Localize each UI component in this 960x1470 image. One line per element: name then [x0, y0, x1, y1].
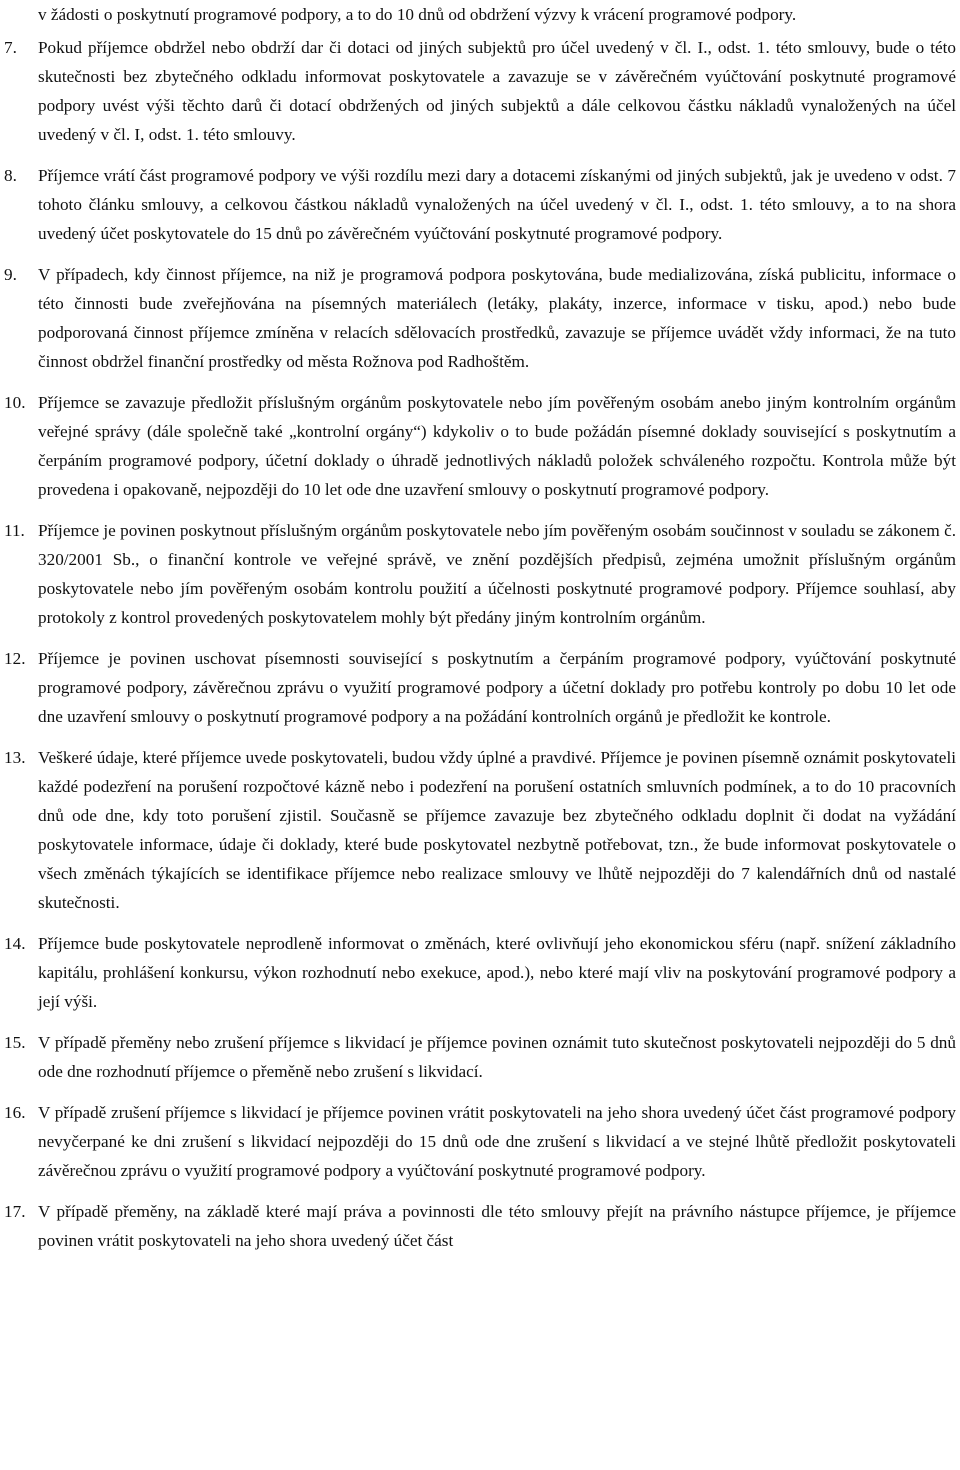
clause-15	[0, 1028, 960, 1086]
clause-number: 17.	[4, 1202, 26, 1221]
clause-number: 13.	[4, 748, 26, 767]
clause-number: 11.	[4, 521, 25, 540]
clause-text: Veškeré údaje, které příjemce uvede poskytovateli, budou vždy úplné a pravdivé. Příjemce je povinen písemně oznámit poskytovateli každé podezření na porušení rozpočtové kázně nebo i podezření na porušení ostatních smluvních podmínek, a to do 10 pracovních dnů ode dne, kdy toto porušení zjistil. Současně se příjemce zavazuje bez zbytečného odkladu doplnit či dodat na vyžádání poskytovatele informace, údaje či doklady, které bude poskytovatel nezbytně potřebovat, tzn., že bude informovat poskytovatele o všech změnách týkajících se identifikace příjemce nebo realizace smlouvy ve lhůtě nejpozději do 7 kalendářních dnů od nastalé skutečnosti.	[38, 748, 956, 912]
clause-text: Příjemce je povinen poskytnout příslušným orgánům poskytovatele nebo jím pověřeným osobám součinnost v souladu se zákonem č. 320/2001 Sb., o finanční kontrole ve veřejné správě, ve znění pozdějších předpisů, zejména umožnit příslušným orgánům poskytovatele nebo jím pověřeným osobám kontrolu použití a účelnosti poskytnuté programové podpory. Příjemce souhlasí, aby protokoly z kontrol provedených poskytovatelem mohly být předány jiným kontrolním orgánům.	[38, 521, 956, 627]
clause-17	[0, 1197, 960, 1255]
clause-text: V případě přeměny nebo zrušení příjemce s likvidací je příjemce povinen oznámit tuto skutečnost poskytovateli nejpozději do 5 dnů ode dne rozhodnutí příjemce o přeměně nebo zrušení s likvidací.	[38, 1033, 956, 1081]
clause-8	[0, 161, 960, 248]
clause-text: Příjemce vrátí část programové podpory ve výši rozdílu mezi dary a dotacemi získanými od jiných subjektů, jak je uvedeno v odst. 7 tohoto článku smlouvy, a celkovou částkou nákladů vynaložených na účel uvedený v čl. I., odst. 1. této smlouvy, a to na shora uvedený účet poskytovatele do 15 dnů po závěrečném vyúčtování poskytnuté programové podpory.	[38, 166, 956, 243]
clause-number: 7.	[4, 38, 17, 57]
clause-number: 12.	[4, 649, 26, 668]
clause-number: 10.	[4, 393, 26, 412]
clause-text: Příjemce bude poskytovatele neprodleně informovat o změnách, které ovlivňují jeho ekonomickou sféru (např. snížení základního kapitálu, prohlášení konkursu, výkon rozhodnutí nebo exekuce, apod.), nebo které mají vliv na poskytování programové podpory a její výši.	[38, 934, 956, 1011]
clause-text: Příjemce se zavazuje předložit příslušným orgánům poskytovatele nebo jím pověřeným osobám anebo jiným kontrolním orgánům veřejné správy (dále společně také „kontrolní orgány“) kdykoliv o to bude požádán písemné doklady související s poskytnutím a čerpáním programové podpory, účetní doklady o úhradě jednotlivých nákladů položek schváleného rozpočtu. Kontrola může být provedena i opakovaně, nejpozději do 10 let ode dne uzavření smlouvy o poskytnutí programové podpory.	[38, 393, 956, 499]
clause-text: V případě přeměny, na základě které mají práva a povinnosti dle této smlouvy přejít na právního nástupce příjemce, je příjemce povinen vrátit poskytovateli na jeho shora uvedený účet část	[38, 1202, 956, 1250]
clause-text: V případě zrušení příjemce s likvidací je příjemce povinen vrátit poskytovateli na jeho shora uvedený účet část programové podpory nevyčerpané ke dni zrušení s likvidací nejpozději do 15 dnů ode dne zrušení s likvidací a ve stejné lhůtě předložit poskytovateli závěrečnou zprávu o využití programové podpory a vyúčtování poskytnuté programové podpory.	[38, 1103, 956, 1180]
clause-16	[0, 1098, 960, 1185]
clause-text: V případech, kdy činnost příjemce, na niž je programová podpora poskytována, bude medializována, získá publicitu, informace o této činnosti bude zveřejňována na písemných materiálech (letáky, plakáty, inzerce, informace v tisku, apod.) nebo bude podporovaná činnost příjemce zmíněna v relacích sdělovacích prostředků, zavazuje se příjemce uvádět vždy informaci, že na tuto činnost obdržel finanční prostředky od města Rožnova pod Radhoštěm.	[38, 265, 956, 371]
clause-text: Příjemce je povinen uschovat písemnosti související s poskytnutím a čerpáním programové podpory, vyúčtování poskytnuté programové podpory, závěrečnou zprávu o využití programové podpory a účetní doklady pro potřebu kontroly po dobu 10 let ode dne uzavření smlouvy o poskytnutí programové podpory a na požádání kontrolních orgánů je předložit ke kontrole.	[38, 649, 956, 726]
clause-number: 8.	[4, 166, 17, 185]
clause-number: 14.	[4, 934, 26, 953]
clause-text: Pokud příjemce obdržel nebo obdrží dar či dotaci od jiných subjektů pro účel uvedený v čl. I., odst. 1. této smlouvy, bude o této skutečnosti bez zbytečného odkladu informovat poskytovatele a zavazuje se v závěrečném vyúčtování poskytnuté programové podpory uvést výši těchto darů či dotací obdržených od jiných subjektů a dále celkovou částku nákladů vynaložených na účel uvedený v čl. I, odst. 1. této smlouvy.	[38, 38, 956, 144]
clause-number: 16.	[4, 1103, 26, 1122]
clause-10	[0, 388, 960, 504]
continuation-paragraph: v žádosti o poskytnutí programové podpory, a to do 10 dnů od obdržení výzvy k vrácení programové podpory.	[38, 5, 797, 24]
clause-14	[0, 929, 960, 1016]
clause-7	[0, 33, 960, 149]
clause-number: 15.	[4, 1033, 26, 1052]
clause-12	[0, 644, 960, 731]
clause-9	[0, 260, 960, 376]
clause-13	[0, 743, 960, 917]
clause-number: 9.	[4, 265, 17, 284]
clause-11	[0, 516, 960, 632]
